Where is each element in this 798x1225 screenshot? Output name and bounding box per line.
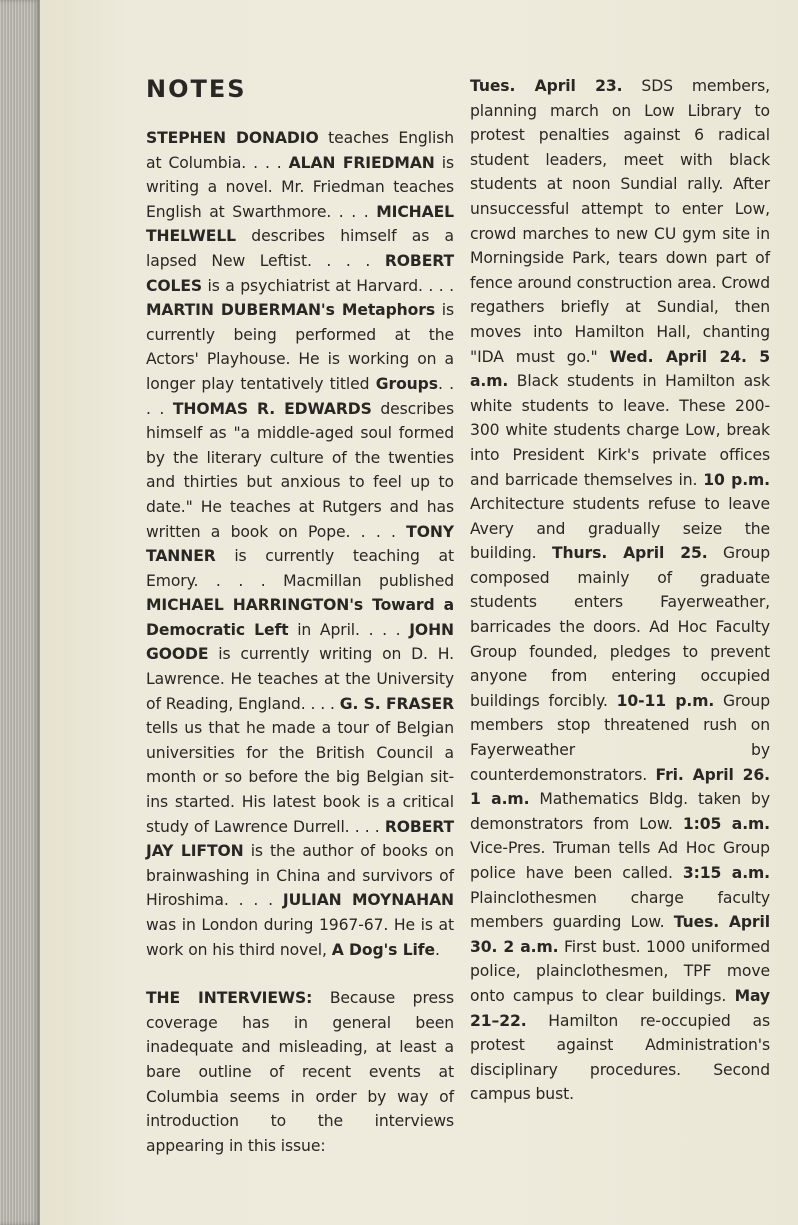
contributor-name: TONY TANNER — [146, 522, 454, 566]
contributor-notes — [146, 126, 454, 962]
timeline-date: Fri. April 26. 1 a.m. — [470, 765, 770, 809]
timeline-event: Architecture students refuse to leave Avery and gradually seize the building. — [470, 495, 770, 563]
timeline-date: 1:05 a.m. — [682, 814, 770, 833]
book-page — [40, 0, 798, 1225]
contributor-bio: is currently being performed at the Actors' Playhouse. He is working on a longer play tentatively titled — [146, 301, 454, 393]
timeline-event: Group members stop threatened rush on Fayerweather by counterdemonstrators. — [470, 691, 770, 784]
timeline-date: 10-11 p.m. — [616, 691, 715, 710]
contributor-bio: . . . . — [146, 374, 454, 418]
contributor-bio: in April. . . . — [288, 620, 410, 639]
timeline-event: Plainclothesmen charge faculty members guarding Low. — [470, 888, 770, 932]
timeline-date: Thurs. April 25. — [552, 544, 708, 563]
work-title: A Dog's Life — [331, 940, 435, 959]
contributor-bio: tells us that he made a tour of Belgian universities for the British Council a month or so before the big Belgian sit-ins started. His latest book is a critical study of Lawrence Durrell. . . . — [146, 719, 454, 836]
contributor-name: THOMAS R. EDWARDS — [172, 399, 372, 418]
contributor-name: ALAN FRIEDMAN — [288, 153, 435, 172]
contributor-name: JOHN GOODE — [146, 620, 454, 664]
contributor-bio: . — [434, 940, 440, 959]
contributor-name: STEPHEN DONADIO — [146, 129, 319, 147]
work-title: Groups — [375, 374, 438, 393]
contributor-bio: is currently teaching at Emory. . . . Macmillan published — [146, 547, 454, 590]
contributor-bio: describes himself as a lapsed New Leftist. . . . — [146, 227, 454, 270]
timeline-date: 3:15 a.m. — [682, 864, 770, 882]
timeline-event: Mathematics Bldg. taken by demonstrators from Low. — [470, 790, 770, 833]
contributor-name: ROBERT COLES — [146, 251, 454, 295]
timeline-date: Tues. April 30. 2 a.m. — [470, 913, 770, 956]
contributor-bio: teaches English at Columbia. . . . — [146, 129, 455, 172]
left-column — [146, 68, 454, 1158]
timeline-paragraph — [470, 74, 770, 1107]
contributor-name: G. S. FRASER — [339, 694, 454, 713]
contributor-bio: is a psychiatrist at Harvard. . . . — [202, 276, 454, 295]
timeline-event: Hamilton re-occupied as protest against Administration's disciplinary procedures. Second campus bust. — [470, 1011, 770, 1104]
contributor-bio: is writing a novel. Mr. Friedman teaches English at Swarthmore. . . . — [146, 153, 454, 221]
work-title: Metaphors — [334, 301, 436, 320]
contributor-bio: is currently writing on D. H. Lawrence. He teaches at the University of Reading, England. . . . — [146, 645, 454, 713]
contributor-bio: was in London during 1967-67. He is at work on his third novel, — [146, 916, 454, 959]
interviews-paragraph — [146, 986, 454, 1158]
timeline-date: 10 p.m. — [703, 470, 770, 489]
timeline-date: May 21–22. — [470, 986, 770, 1030]
contributor-name: MARTIN DUBERMAN's — [146, 301, 335, 320]
interviews-intro: Because press coverage has in general been inadequate and misleading, at least a bare outline of recent events at Columbia seems in order by way of introduction to the interviews appearing in this issue: — [146, 989, 454, 1155]
timeline-date: Wed. April 24. 5 a.m. — [470, 347, 770, 391]
notes-heading: NOTES — [146, 75, 247, 103]
contributor-name: MICHAEL HARRINGTON's — [146, 596, 364, 615]
contributor-name: MICHAEL THELWELL — [146, 202, 454, 246]
book-spine-edge — [0, 0, 40, 1225]
contributor-name: JULIAN MOYNAHAN — [282, 891, 454, 910]
contributor-name: ROBERT JAY LIFTON — [146, 817, 454, 861]
timeline-date: Tues. April 23. — [470, 77, 623, 95]
timeline-event: Group composed mainly of graduate students enters Fayerweather, barricades the doors. Ad Hoc Faculty Group founded, pledges to prevent anyone from entering occupied buildings forcibly. — [470, 544, 770, 710]
timeline-event: Black students in Hamilton ask white students to leave. These 200-300 white students charge Low, break into President Kirk's private offices and barricade themselves in. — [470, 372, 770, 489]
work-title: Toward a Democratic Left — [146, 596, 454, 639]
right-column — [470, 74, 770, 1107]
timeline-event: SDS members, planning march on Low Library to protest penalties against 6 radical student leaders, meet with black students at noon Sundial rally. After unsuccessful attempt to enter Low, crowd marches to new CU gym site in Morningside Park, tears down part of fence around construction area. Crowd regathers briefly at Sundial, then moves into Hamilton Hall, chanting "IDA must go." — [470, 77, 770, 366]
contributor-bio: is the author of books on brainwashing in China and survivors of Hiroshima. . . . — [146, 842, 454, 910]
timeline-event: First bust. 1000 uniformed police, plainclothesmen, TPF move onto campus to clear buildings. — [470, 937, 770, 1005]
interviews-heading: THE INTERVIEWS: — [146, 989, 313, 1008]
timeline-event: Vice-Pres. Truman tells Ad Hoc Group police have been called. — [470, 839, 770, 882]
contributor-bio: describes himself as "a middle-aged soul formed by the literary culture of the twenties and thirties but anxious to feel up to date." He teaches at Rutgers and has written a book on Pope. . . . — [146, 399, 454, 541]
